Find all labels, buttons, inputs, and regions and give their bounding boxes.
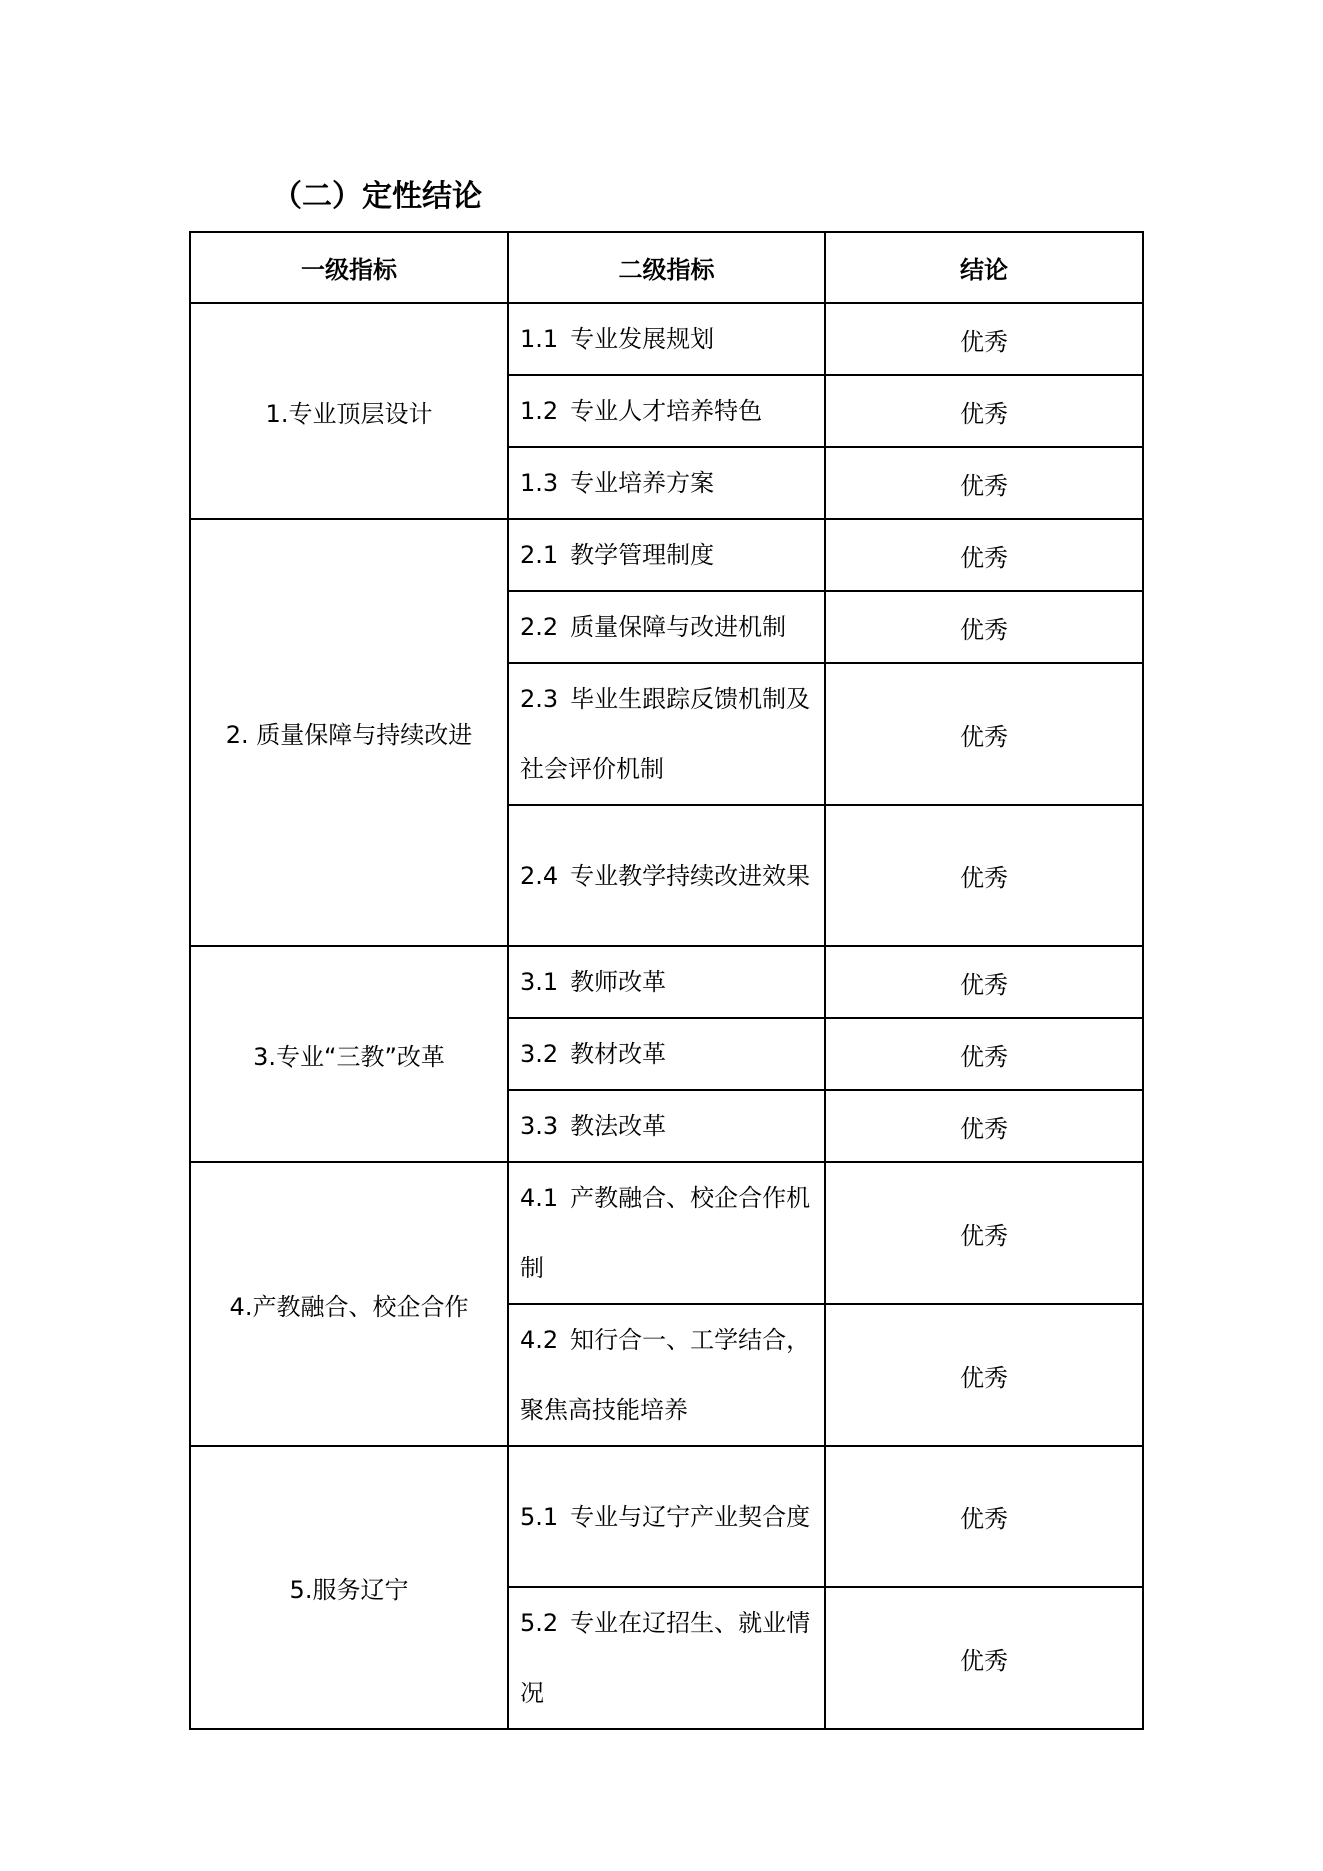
indicator-name: 专业发展规划 — [570, 325, 715, 353]
secondary-indicator-cell — [508, 375, 825, 447]
secondary-indicator-cell — [508, 946, 825, 1018]
primary-indicator-cell: 4.产教融合、校企合作 — [190, 1162, 508, 1446]
indicator-name: 教师改革 — [570, 968, 667, 996]
indicator-name: 专业人才培养特色 — [570, 397, 763, 425]
secondary-indicator-cell — [508, 1090, 825, 1162]
conclusion-cell: 优秀 — [825, 1587, 1143, 1729]
header-primary-indicator: 一级指标 — [190, 232, 508, 303]
conclusion-cell: 优秀 — [825, 1304, 1143, 1446]
conclusion-cell: 优秀 — [825, 946, 1143, 1018]
primary-indicator-cell: 3.专业“三教”改革 — [190, 946, 508, 1162]
indicator-name: 教材改革 — [570, 1040, 667, 1068]
table-row — [190, 1446, 1143, 1587]
secondary-indicator-cell — [508, 519, 825, 591]
indicator-code: 2.4 — [520, 861, 559, 890]
indicator-name: 教学管理制度 — [570, 541, 715, 569]
secondary-indicator-cell — [508, 1587, 825, 1729]
indicator-name: 专业教学持续改进效果 — [570, 861, 811, 890]
indicator-name: 知行合一、工学结合，聚焦高技能培养 — [520, 1326, 811, 1424]
indicator-code: 2.3 — [520, 685, 559, 713]
indicator-code: 5.1 — [520, 1502, 559, 1531]
indicator-code: 3.3 — [520, 1112, 559, 1140]
indicator-name: 毕业生跟踪反馈机制及社会评价机制 — [520, 685, 811, 783]
table-header-row — [190, 232, 1143, 303]
indicator-code: 4.2 — [520, 1326, 559, 1354]
conclusion-cell: 优秀 — [825, 805, 1143, 946]
secondary-indicator-cell — [508, 805, 825, 946]
conclusion-cell: 优秀 — [825, 1090, 1143, 1162]
indicator-code: 1.3 — [520, 469, 559, 497]
conclusion-cell: 优秀 — [825, 447, 1143, 519]
conclusion-cell: 优秀 — [825, 1162, 1143, 1304]
indicator-code: 5.2 — [520, 1609, 559, 1637]
table-row — [190, 519, 1143, 591]
table-row — [190, 946, 1143, 1018]
table-row — [190, 1162, 1143, 1304]
secondary-indicator-cell — [508, 447, 825, 519]
indicator-code: 3.2 — [520, 1040, 559, 1068]
secondary-indicator-cell — [508, 1162, 825, 1304]
conclusion-cell: 优秀 — [825, 303, 1143, 375]
secondary-indicator-cell — [508, 591, 825, 663]
conclusion-cell: 优秀 — [825, 663, 1143, 805]
indicator-name: 专业培养方案 — [570, 469, 715, 497]
indicator-name: 教法改革 — [570, 1112, 667, 1140]
indicator-code: 2.1 — [520, 541, 559, 569]
conclusion-cell: 优秀 — [825, 375, 1143, 447]
indicator-code: 1.1 — [520, 325, 559, 353]
secondary-indicator-cell — [508, 303, 825, 375]
section-heading: （二）定性结论 — [272, 179, 482, 214]
primary-indicator-cell: 1.专业顶层设计 — [190, 303, 508, 519]
secondary-indicator-cell — [508, 663, 825, 805]
table-row — [190, 303, 1143, 375]
secondary-indicator-cell — [508, 1018, 825, 1090]
primary-indicator-cell: 2. 质量保障与持续改进 — [190, 519, 508, 946]
qualitative-conclusion-table — [189, 231, 1144, 1730]
indicator-code: 3.1 — [520, 968, 559, 996]
conclusion-cell: 优秀 — [825, 519, 1143, 591]
indicator-name: 专业在辽招生、就业情况 — [520, 1609, 811, 1707]
indicator-name: 质量保障与改进机制 — [570, 613, 787, 641]
indicator-name: 专业与辽宁产业契合度 — [570, 1502, 811, 1531]
conclusion-cell: 优秀 — [825, 1018, 1143, 1090]
indicator-code: 2.2 — [520, 613, 559, 641]
indicator-code: 4.1 — [520, 1184, 559, 1212]
indicator-name: 产教融合、校企合作机制 — [520, 1184, 811, 1282]
header-conclusion: 结论 — [825, 232, 1143, 303]
conclusion-cell: 优秀 — [825, 1446, 1143, 1587]
secondary-indicator-cell — [508, 1304, 825, 1446]
header-secondary-indicator: 二级指标 — [508, 232, 825, 303]
secondary-indicator-cell — [508, 1446, 825, 1587]
primary-indicator-cell: 5.服务辽宁 — [190, 1446, 508, 1729]
indicator-code: 1.2 — [520, 397, 559, 425]
conclusion-cell: 优秀 — [825, 591, 1143, 663]
